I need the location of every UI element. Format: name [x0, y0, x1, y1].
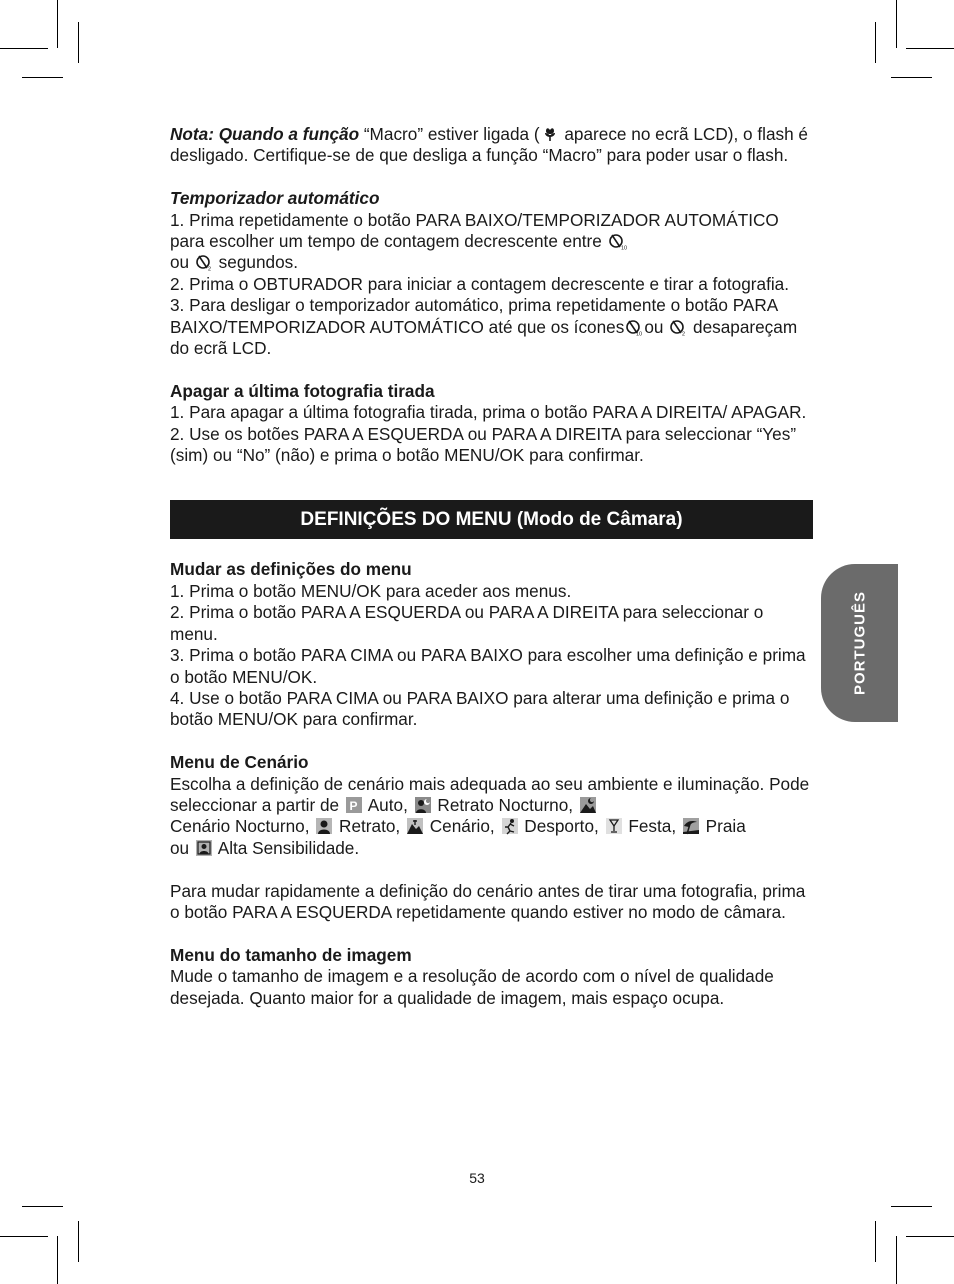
- timer-or-2: ou: [644, 316, 664, 337]
- timer-step-2: 2. Prima o OBTURADOR para iniciar a contagem decrescente e tirar a fotografia.: [170, 273, 790, 294]
- macro-flower-icon: [541, 125, 559, 143]
- self-timer-2s-icon: [669, 318, 687, 336]
- self-timer-10s-icon: [608, 232, 626, 250]
- change-step-1: 1. Prima o botão MENU/OK para aceder aos menus.: [170, 580, 572, 601]
- note-text-cont: aparece no ecrã LCD), o flash é desligado. Certifique-se de que desliga a função “Macro” para poder usar o flash.: [170, 124, 808, 166]
- svg-text:10: 10: [636, 331, 643, 338]
- scene-night-scene-label: Cenário Nocturno,: [170, 816, 310, 837]
- note-label: Nota: Quando a função: [170, 124, 360, 144]
- timer-or: ou: [170, 252, 190, 273]
- erase-step-2: 2. Use os botões PARA A ESQUERDA ou PARA A DIREITA para seleccionar “Yes” (sim) ou “No” (não) e prima o botão MENU/OK para confirmar.: [170, 423, 797, 466]
- scene-or: ou: [170, 837, 190, 858]
- scene-landscape-icon: [406, 817, 424, 835]
- scene-quick-tip: Para mudar rapidamente a definição do cenário antes de tirar uma fotografia, prima o botão PARA A ESQUERDA repetidamente quando estiver no modo de câmara.: [170, 880, 806, 922]
- self-timer-2s-icon: [195, 253, 213, 271]
- change-step-4: 4. Use o botão PARA CIMA ou PARA BAIXO para alterar uma definição e prima o botão MENU/OK para confirmar.: [170, 687, 790, 730]
- timer-step-3-text: 3. Para desligar o temporizador automático, prima repetidamente o botão PARA BAIXO/TEMPORIZADOR AUTOMÁTICO até que os ícones: [170, 295, 778, 337]
- timer-step-3: [170, 295, 810, 359]
- change-heading: Mudar as definições do menu: [170, 559, 412, 580]
- scene-auto-label: Auto,: [363, 794, 408, 815]
- page-content: [170, 124, 810, 1009]
- scene-intro: Escolha a definição de cenário mais adequada ao seu ambiente e iluminação. Pode seleccionar a partir de: [170, 773, 810, 815]
- section-banner: DEFINIÇÕES DO MENU (Modo de Câmara): [170, 500, 813, 539]
- scene-party-icon: [605, 817, 623, 835]
- timer-heading: Temporizador automático: [170, 188, 380, 209]
- timer-step-1: [170, 210, 810, 274]
- change-step-2: 2. Prima o botão PARA A ESQUERDA ou PARA A DIREITA para seleccionar o menu.: [170, 602, 764, 644]
- scene-list: [170, 774, 810, 860]
- erase-step-1: 1. Para apagar a última fotografia tirada, prima o botão PARA A DIREITA/ APAGAR.: [170, 402, 807, 423]
- scene-high-sensitivity-icon: [195, 839, 213, 857]
- scene-high-iso-label: Alta Sensibilidade.: [213, 837, 360, 858]
- note-text: “Macro” estiver ligada (: [359, 124, 540, 144]
- scene-night-portrait-icon: [414, 796, 432, 814]
- svg-text:2: 2: [682, 331, 686, 338]
- scene-landscape-label: Cenário,: [424, 816, 495, 837]
- scene-auto-icon: [345, 796, 363, 814]
- page-number: 53: [469, 1170, 485, 1186]
- language-tab-label: PORTUGUÊS: [851, 590, 868, 696]
- scene-sport-label: Desporto,: [519, 816, 599, 837]
- scene-heading: Menu de Cenário: [170, 752, 309, 773]
- self-timer-10s-icon: [625, 318, 643, 336]
- language-tab: [821, 564, 898, 722]
- timer-step-1-text: 1. Prima repetidamente o botão PARA BAIXO/TEMPORIZADOR AUTOMÁTICO para escolher um tempo de contagem decrescente entre: [170, 209, 779, 252]
- scene-beach-icon: [682, 817, 700, 835]
- macro-note: [170, 124, 810, 167]
- imagesize-text: Mude o tamanho de imagem e a resolução de acordo com o nível de qualidade desejada. Quanto maior for a qualidade de imagem, mais espaço ocupa.: [170, 966, 774, 1008]
- scene-party-label: Festa,: [623, 816, 677, 837]
- scene-portrait-icon: [315, 817, 333, 835]
- svg-text:2: 2: [207, 266, 211, 273]
- change-step-3: 3. Prima o botão PARA CIMA ou PARA BAIXO para escolher uma definição e prima o botão MENU/OK.: [170, 645, 806, 687]
- scene-beach-label: Praia: [700, 816, 746, 837]
- scene-portrait-label: Retrato,: [334, 816, 401, 837]
- scene-sport-icon: [501, 817, 519, 835]
- timer-step-3-end: desapareçam do ecrã LCD.: [170, 316, 798, 359]
- scene-night-landscape-icon: [579, 796, 597, 814]
- imagesize-heading: Menu do tamanho de imagem: [170, 944, 412, 965]
- erase-heading: Apagar a última fotografia tirada: [170, 380, 435, 401]
- svg-text:10: 10: [620, 245, 627, 252]
- scene-night-portrait-label: Retrato Nocturno,: [432, 794, 574, 815]
- svg-text:P: P: [349, 798, 358, 813]
- timer-step-1-end: segundos.: [213, 252, 298, 273]
